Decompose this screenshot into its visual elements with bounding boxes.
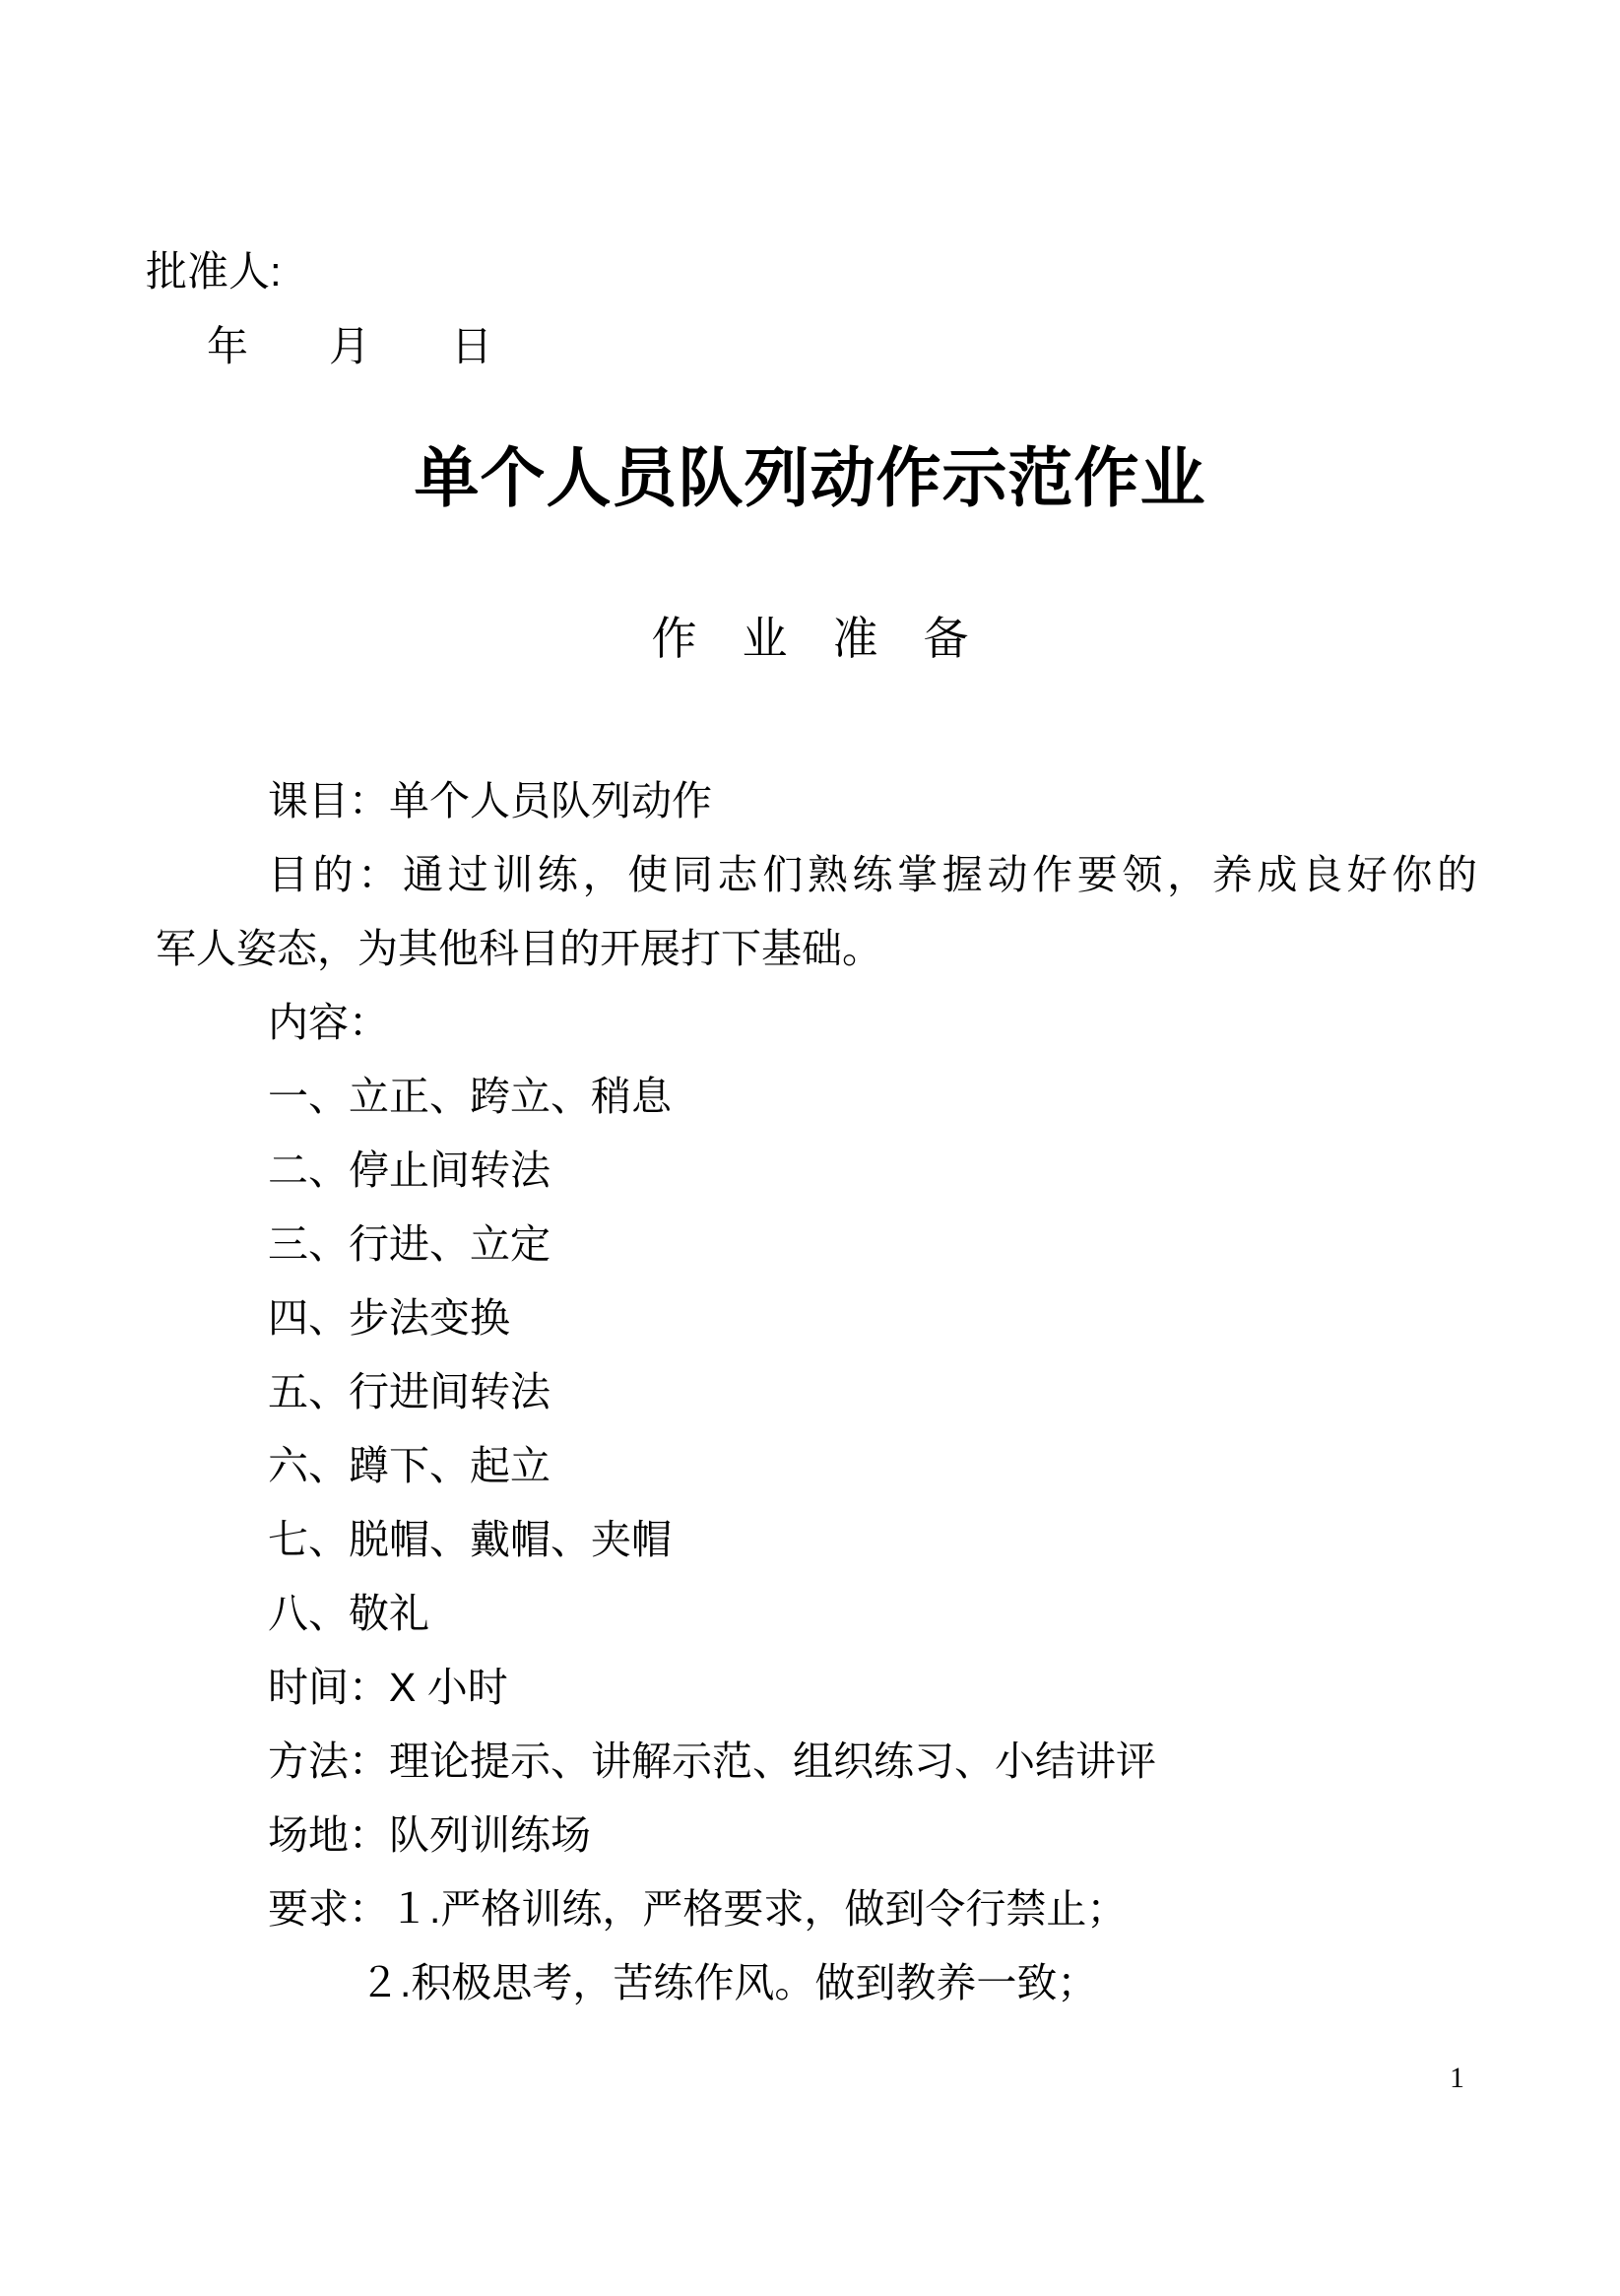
page-number: 1 xyxy=(1450,2062,1464,2094)
purpose-line-1: 目的：通过训练，使同志们熟练掌握动作要领，养成良好你的 xyxy=(268,852,1477,897)
doc-subtitle: 作 业 准 备 xyxy=(651,613,969,664)
date-line: 年 月 日 xyxy=(207,323,513,369)
list-item-6: 六、蹲下、起立 xyxy=(268,1443,551,1488)
subject-line: 课目：单个人员队列动作 xyxy=(268,778,712,823)
list-item-4: 四、步法变换 xyxy=(268,1295,510,1341)
content-label: 内容： xyxy=(268,1000,389,1045)
time-line: 时间：X 小时 xyxy=(268,1665,508,1710)
list-item-3: 三、行进、立定 xyxy=(268,1221,551,1267)
purpose-line-2: 军人姿态，为其他科目的开展打下基础。 xyxy=(156,926,882,971)
approver-line: 批准人: xyxy=(146,248,282,295)
requirement-line-1: 要求：１.严格训练，严格要求，做到令行禁止； xyxy=(268,1886,1128,1932)
requirement-line-2: ２.积极思考，苦练作风。做到教养一致； xyxy=(359,1960,1098,2005)
list-item-1: 一、立正、跨立、稍息 xyxy=(268,1074,672,1119)
list-item-7: 七、脱帽、戴帽、夹帽 xyxy=(268,1517,672,1562)
method-line: 方法：理论提示、讲解示范、组织练习、小结讲评 xyxy=(268,1738,1156,1784)
list-item-8: 八、敬礼 xyxy=(268,1591,429,1636)
doc-title: 单个人员队列动作示范作业 xyxy=(414,441,1206,514)
list-item-5: 五、行进间转法 xyxy=(268,1369,551,1414)
site-line: 场地：队列训练场 xyxy=(268,1812,591,1858)
list-item-2: 二、停止间转法 xyxy=(268,1148,551,1193)
